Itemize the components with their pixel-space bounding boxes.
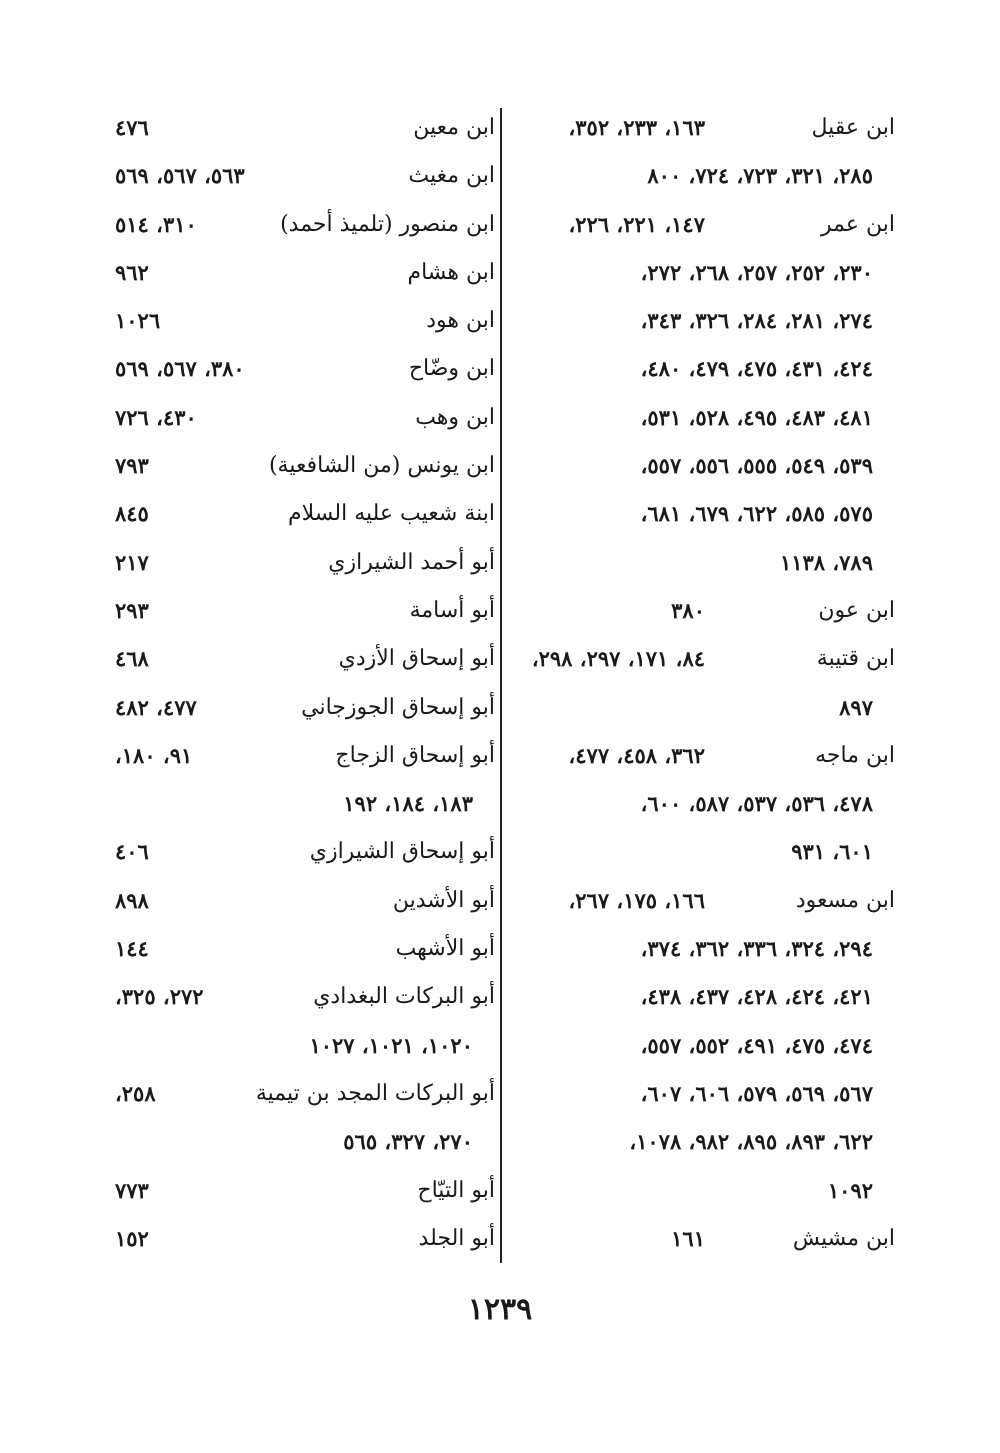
index-entry	[115, 442, 495, 490]
entry-pages: ٧٨٩، ١١٣٨	[779, 549, 873, 575]
index-column-right	[515, 104, 895, 1263]
index-entry	[115, 394, 495, 442]
index-entry	[115, 490, 495, 538]
entry-name: ابن مسعود	[795, 887, 895, 913]
entry-pages: ١٦١	[671, 1225, 705, 1251]
entry-name: أبو إسحاق الأزدي	[338, 646, 495, 672]
entry-name: ابن يونس (من الشافعية)	[268, 453, 495, 479]
index-entry	[515, 1167, 895, 1215]
entry-pages: ٢٩٣	[115, 597, 149, 623]
entry-pages: ٢٧٠، ٣٢٧، ٥٦٥	[343, 1129, 473, 1155]
index-entry	[115, 1167, 495, 1215]
entry-name: أبو إسحاق الشيرازي	[309, 839, 495, 865]
entry-name: أبو التيّاح	[417, 1177, 495, 1203]
index-entry	[515, 877, 895, 925]
index-entry	[515, 1215, 895, 1263]
index-entry	[515, 684, 895, 732]
index-entry	[515, 152, 895, 200]
index-entry	[115, 1215, 495, 1263]
entry-name: أبو الأشدين	[392, 887, 495, 913]
index-entry	[515, 394, 895, 442]
entry-name: ابن عون	[818, 597, 895, 623]
entry-name: أبو أحمد الشيرازي	[328, 549, 495, 575]
entry-pages: ٦٠١، ٩٣١	[791, 839, 873, 865]
entry-pages: ١٦٦، ١٧٥، ٢٦٧،	[568, 887, 705, 913]
entry-name: ابن قتيبة	[816, 646, 895, 672]
index-entry	[515, 539, 895, 587]
entry-name: ابنة شعيب عليه السلام	[288, 501, 495, 527]
index-entry	[115, 587, 495, 635]
index-entry	[515, 490, 895, 538]
entry-pages: ٤٧٤، ٤٧٥، ٤٩١، ٥٥٢، ٥٥٧،	[640, 1032, 873, 1058]
entry-pages: ٤٣٠، ٧٢٦	[115, 404, 197, 430]
entry-name: ابن وضّاح	[408, 356, 495, 382]
entry-name: ابن وهب	[415, 404, 495, 430]
entry-pages: ٥٧٥، ٥٨٥، ٦٢٢، ٦٧٩، ٦٨١،	[640, 501, 873, 527]
entry-pages: ٢٩٤، ٣٢٤، ٣٣٦، ٣٦٢، ٣٧٤،	[640, 936, 873, 962]
entry-name: ابن منصور (تلميذ أحمد)	[280, 211, 495, 237]
entry-name: أبو إسحاق الزجاج	[335, 742, 495, 768]
entry-name: ابن عمر	[821, 211, 895, 237]
entry-name: أبو البركات البغدادي	[313, 984, 495, 1010]
index-entry	[515, 1118, 895, 1166]
index-entry	[515, 732, 895, 780]
index-entry	[515, 828, 895, 876]
entry-pages: ٢٣٠، ٢٥٢، ٢٥٧، ٢٦٨، ٢٧٢،	[640, 259, 873, 285]
entry-pages: ٤٧٨، ٥٣٦، ٥٣٧، ٥٨٧، ٦٠٠،	[640, 791, 873, 817]
index-entry	[115, 828, 495, 876]
entry-pages: ١٥٢	[115, 1225, 149, 1251]
entry-name: أبو الجلد	[418, 1225, 495, 1251]
entry-pages: ٤٢٤، ٤٣١، ٤٧٥، ٤٧٩، ٤٨٠،	[640, 356, 873, 382]
entry-pages: ٤٧٧، ٤٨٢	[115, 694, 197, 720]
entry-pages: ٢٥٨،	[115, 1080, 156, 1106]
index-entry	[115, 1022, 495, 1070]
entry-pages: ٩٦٢	[115, 259, 149, 285]
entry-name: أبو البركات المجد بن تيمية	[255, 1080, 495, 1106]
entry-pages: ٣٨٠	[671, 597, 705, 623]
entry-pages: ٥٦٧، ٥٦٩، ٥٧٩، ٦٠٦، ٦٠٧،	[640, 1080, 873, 1106]
entry-pages: ٤٠٦	[115, 839, 149, 865]
index-entry	[115, 635, 495, 683]
index-entry	[115, 925, 495, 973]
index-entry	[115, 201, 495, 249]
index-entry	[515, 104, 895, 152]
index-entry	[115, 345, 495, 393]
index-entry	[115, 732, 495, 780]
entry-pages: ٩١، ١٨٠،	[115, 742, 193, 768]
entry-pages: ٣٨٠، ٥٦٧، ٥٦٩	[115, 356, 245, 382]
entry-pages: ٣٦٢، ٤٥٨، ٤٧٧،	[568, 742, 705, 768]
entry-pages: ١٨٣، ١٨٤، ١٩٢	[343, 791, 473, 817]
index-entry	[115, 297, 495, 345]
entry-pages: ٤٢١، ٤٢٤، ٤٢٨، ٤٣٧، ٤٣٨،	[640, 984, 873, 1010]
entry-name: ابن مغيث	[408, 163, 495, 189]
index-entry	[115, 973, 495, 1021]
index-entry	[115, 684, 495, 732]
index-entry	[115, 780, 495, 828]
entry-pages: ٢١٧	[115, 549, 149, 575]
index-entry	[115, 1118, 495, 1166]
index-entry	[515, 1070, 895, 1118]
entry-name: أبو إسحاق الجوزجاني	[301, 694, 495, 720]
index-entry	[515, 345, 895, 393]
entry-pages: ٤٨١، ٤٨٣، ٤٩٥، ٥٢٨، ٥٣١،	[640, 404, 873, 430]
entry-pages: ٧٩٣	[115, 453, 149, 479]
index-entry	[515, 249, 895, 297]
index-entry	[515, 780, 895, 828]
entry-name: ابن معين	[413, 115, 495, 140]
entry-pages: ٦٢٢، ٨٩٣، ٨٩٥، ٩٨٢، ١٠٧٨،	[629, 1129, 873, 1155]
entry-pages: ٢٧٢، ٣٢٥،	[115, 984, 204, 1010]
entry-pages: ٨٤٥	[115, 501, 149, 527]
index-entry	[515, 587, 895, 635]
entry-pages: ٣١٠، ٥١٤	[115, 211, 197, 237]
entry-pages: ٤٦٨	[115, 646, 149, 672]
index-entry	[515, 442, 895, 490]
entry-pages: ٧٧٣	[115, 1177, 149, 1203]
entry-pages: ٥٦٣، ٥٦٧، ٥٦٩	[115, 163, 245, 189]
entry-pages: ١٠٩٢	[827, 1177, 873, 1203]
index-entry	[115, 877, 495, 925]
index-entry	[515, 635, 895, 683]
index-entry	[515, 1022, 895, 1070]
entry-pages: ٥٣٩، ٥٤٩، ٥٥٥، ٥٥٦، ٥٥٧،	[640, 453, 873, 479]
entry-name: أبو أسامة	[409, 597, 495, 623]
index-entry	[115, 1070, 495, 1118]
entry-pages: ١٠٢٠، ١٠٢١، ١٠٢٧	[309, 1032, 473, 1058]
entry-pages: ٨٩٧	[839, 694, 873, 720]
entry-pages: ١٠٢٦	[115, 308, 161, 334]
index-entry	[515, 925, 895, 973]
entry-name: ابن هشام	[407, 259, 495, 285]
column-divider	[500, 108, 502, 1263]
entry-pages: ٨٤، ١٧١، ٢٩٧، ٢٩٨،	[531, 646, 705, 672]
entry-pages: ٨٩٨	[115, 887, 149, 913]
entry-pages: ٤٧٦	[115, 115, 149, 140]
index-column-left	[115, 104, 495, 1263]
entry-name: ابن مشيش	[792, 1225, 895, 1251]
entry-pages: ١٤٤	[115, 936, 149, 962]
index-entry	[115, 104, 495, 152]
index-entry	[115, 152, 495, 200]
entry-name: ابن هود	[426, 308, 495, 334]
entry-name: ابن عقيل	[811, 115, 895, 140]
page-number: ١٢٣٩	[467, 1292, 533, 1327]
entry-pages: ١٦٣، ٢٣٣، ٣٥٢،	[568, 115, 705, 140]
entry-pages: ٢٧٤، ٢٨١، ٢٨٤، ٣٢٦، ٣٤٣،	[640, 308, 873, 334]
index-entry	[515, 973, 895, 1021]
index-entry	[115, 249, 495, 297]
entry-name: أبو الأشهب	[395, 936, 495, 962]
entry-pages: ٢٨٥، ٣٢١، ٧٢٣، ٧٢٤، ٨٠٠	[647, 163, 873, 189]
index-entry	[115, 539, 495, 587]
index-entry	[515, 297, 895, 345]
entry-pages: ١٤٧، ٢٢١، ٢٢٦،	[568, 211, 705, 237]
index-entry	[515, 201, 895, 249]
entry-name: ابن ماجه	[815, 742, 895, 768]
